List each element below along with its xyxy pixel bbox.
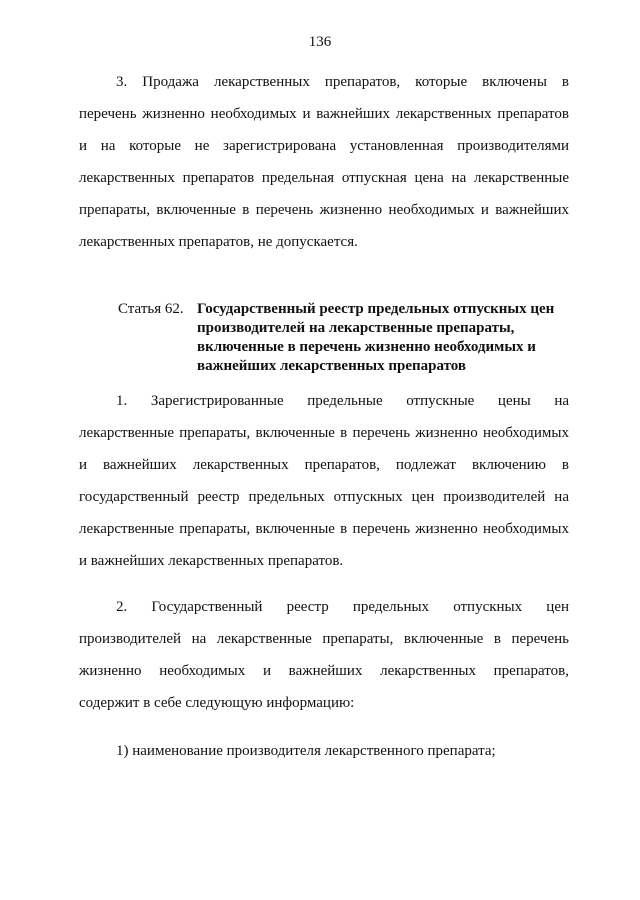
paragraph-3-line: 3. Продажа лекарственных препаратов, которые включены в <box>116 74 569 90</box>
article-title-line: Государственный реестр предельных отпускных цен <box>197 301 555 317</box>
clause-1-line: лекарственные препараты, включенные в перечень жизненно необходимых <box>79 425 569 441</box>
paragraph-3-line: препараты, включенные в перечень жизненно необходимых и важнейших <box>79 202 569 218</box>
clause-1-line: государственный реестр предельных отпускных цен производителей на <box>79 489 569 505</box>
clause-1-line: и важнейших лекарственных препаратов, подлежат включению в <box>79 457 569 473</box>
article-title-line: важнейших лекарственных препаратов <box>197 358 466 374</box>
clause-2-line: жизненно необходимых и важнейших лекарственных препаратов, <box>79 663 569 679</box>
page-number: 136 <box>308 34 332 50</box>
clause-1-line: 1. Зарегистрированные предельные отпускные цены на <box>116 393 569 409</box>
clause-2-line: содержит в себе следующую информацию: <box>79 695 355 711</box>
clause-1-line: и важнейших лекарственных препаратов. <box>79 553 344 569</box>
article-title-line: производителей на лекарственные препараты, <box>197 320 515 336</box>
paragraph-3-line: лекарственных препаратов, не допускается. <box>79 234 358 250</box>
article-title <box>197 300 582 376</box>
paragraph-3-line: и на которые не зарегистрирована установленная производителями <box>79 138 569 154</box>
clause-1 <box>79 385 569 577</box>
paragraph-3-line: лекарственных препаратов предельная отпускная цена на лекарственные <box>79 170 569 186</box>
article-title-line: включенные в перечень жизненно необходимых и <box>197 339 536 355</box>
article-label: Статья 62. <box>118 301 184 317</box>
clause-1-line: лекарственные препараты, включенные в перечень жизненно необходимых <box>79 521 569 537</box>
clause-2 <box>79 591 569 719</box>
clause-2-line: 2. Государственный реестр предельных отпускных цен <box>116 599 569 615</box>
clause-2-line: производителей на лекарственные препараты, включенные в перечень <box>79 631 569 647</box>
paragraph-3-line: перечень жизненно необходимых и важнейших лекарственных препаратов <box>79 106 569 122</box>
list-item: 1) наименование производителя лекарственного препарата; <box>116 743 496 759</box>
paragraph-3 <box>79 66 569 258</box>
